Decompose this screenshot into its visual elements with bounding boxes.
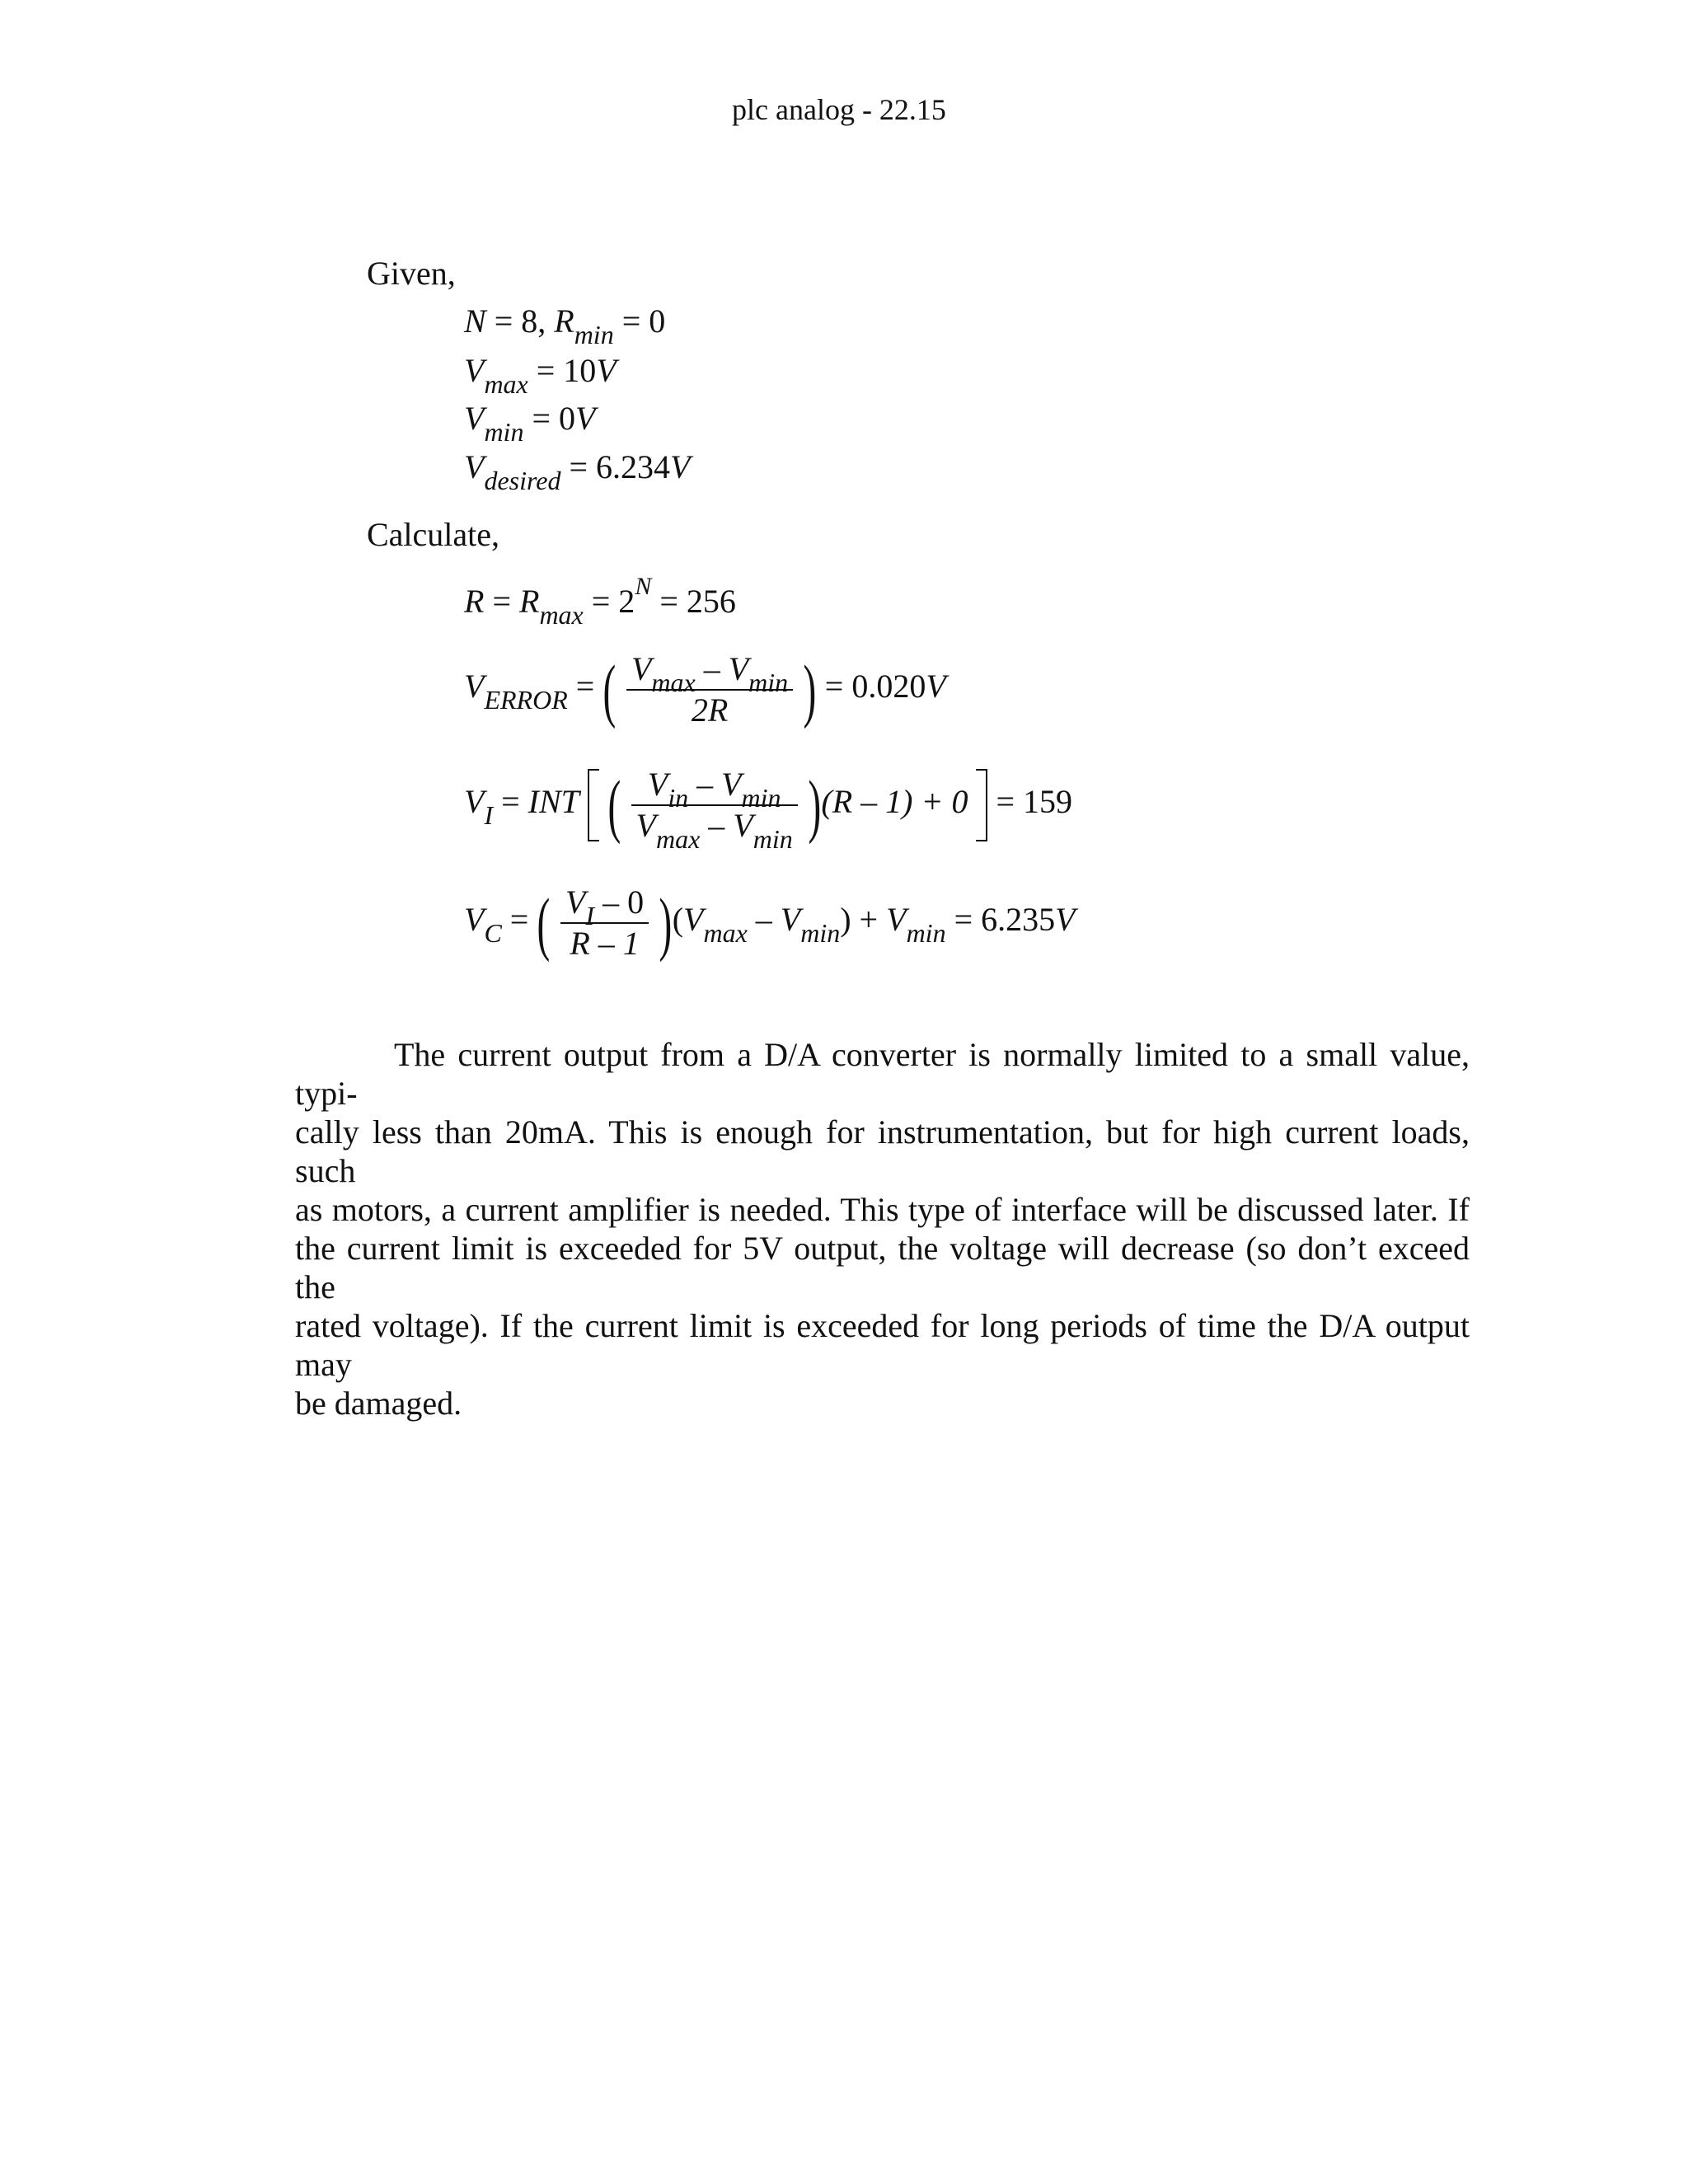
subscript: max	[484, 369, 528, 399]
eq-text: = 0	[613, 302, 666, 340]
calc-eq-vc: $V_C$ = ( $\frac{V_I - 0}{R - 1}$ )$(V_{max} - V_{min}) + V_{min} = 6.235V$	[464, 883, 1076, 963]
eq-text: = 6.234	[560, 448, 671, 485]
var-r: R	[464, 583, 485, 620]
calculate-label: Calculate,	[367, 516, 500, 553]
paren-open: (	[537, 883, 551, 963]
superscript: N	[635, 573, 652, 600]
subscript: ERROR	[484, 685, 568, 715]
result: = 6.235	[954, 901, 1056, 939]
var-v: V	[464, 400, 485, 437]
fraction	[626, 650, 793, 729]
paragraph-line: the current limit is exceeded for 5V output, the voltage will decrease (so don’t exceed the	[295, 1230, 1470, 1305]
var-v: V	[464, 668, 485, 705]
given-eq-vdesired	[464, 448, 691, 495]
given-eq-vmin	[464, 400, 596, 447]
paragraph-line: The current output from a D/A converter is normally limited to a small value, typi-	[295, 1036, 1470, 1112]
var-v: V	[464, 783, 485, 821]
calc-eq-r	[464, 573, 736, 630]
paragraph-line: rated voltage). If the current limit is exceeded for long periods of time the D/A output may	[295, 1307, 1470, 1383]
given-eq-n-rmin	[464, 302, 666, 349]
given-label: Given,	[367, 255, 456, 292]
numerator: $V_{max} - V_{min}$	[626, 653, 793, 691]
paragraph-line: as motors, a current amplifier is needed. This type of interface will be discussed later. If	[295, 1191, 1470, 1228]
var-v: V	[464, 448, 485, 485]
eq-text: =	[484, 583, 519, 620]
numerator: $V_{in} - V_{min}$	[631, 768, 798, 806]
result: = 0.020	[824, 668, 926, 705]
function-name: INT	[528, 783, 579, 821]
eq-text: = 0	[523, 400, 575, 437]
subscript: min	[574, 320, 614, 349]
eq-text: =	[567, 668, 603, 705]
bracket-close	[976, 769, 987, 841]
eq-text: = 8,	[485, 302, 555, 340]
subscript: C	[484, 918, 502, 949]
paren-open: (	[603, 650, 617, 729]
numerator: $V_I - 0$	[560, 886, 649, 924]
unit: V	[596, 352, 617, 389]
unit: V	[1055, 901, 1076, 939]
body-paragraph	[295, 1035, 1470, 1422]
denominator: R – 1	[570, 925, 640, 962]
calc-eq-verror	[464, 650, 946, 729]
var-v: V	[464, 901, 485, 939]
paren-open: (	[607, 766, 621, 845]
page-header: plc analog - 22.15	[732, 93, 946, 126]
subscript: max	[539, 600, 584, 630]
paragraph-line: be damaged.	[295, 1385, 462, 1422]
unit: V	[670, 448, 691, 485]
eq-text: = 256	[651, 583, 736, 620]
denominator: 2R	[691, 691, 729, 729]
var-v: V	[464, 352, 485, 389]
tail-expression: (R – 1) + 0	[821, 783, 968, 821]
eq-text: =	[493, 783, 528, 821]
paren-close: )	[803, 650, 817, 729]
result: = 159	[996, 783, 1073, 821]
fraction	[631, 766, 798, 854]
given-eq-vmax	[464, 352, 617, 399]
var-rmax: R	[519, 583, 540, 620]
denominator: $V_{max} - V_{min}$	[635, 807, 793, 854]
eq-text: = 2	[583, 583, 635, 620]
unit: V	[575, 400, 596, 437]
paren-close: )	[659, 883, 673, 963]
var-r: R	[554, 302, 574, 340]
eq-text: =	[501, 901, 537, 939]
bracket-open	[588, 769, 599, 841]
calc-eq-vi	[464, 766, 1073, 854]
fraction	[560, 883, 649, 962]
paragraph-line: cally less than 20mA. This is enough for instrumentation, but for high current loads, such	[295, 1113, 1470, 1189]
var-n: N	[464, 302, 486, 340]
subscript: min	[484, 417, 524, 447]
eq-text: = 10	[528, 352, 597, 389]
unit: V	[926, 668, 946, 705]
subscript: desired	[484, 466, 561, 495]
paren-close: )	[808, 766, 821, 845]
subscript: I	[484, 800, 494, 831]
